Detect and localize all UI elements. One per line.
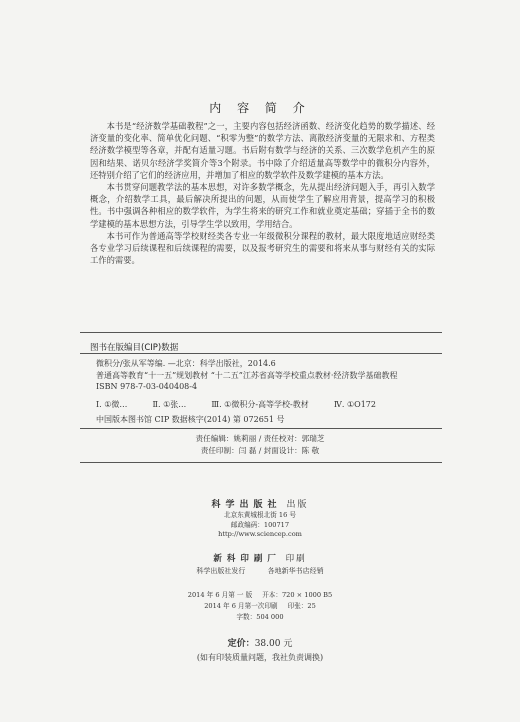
cip-number: 中国版本图书馆 CIP 数据核字(2014) 第 072651 号 <box>96 415 285 424</box>
class-item: Ⅲ. ①微积分-高等学校-教材 <box>211 399 309 409</box>
divider <box>80 428 442 429</box>
credits <box>0 433 520 457</box>
publisher-suffix: 出版 <box>286 500 309 510</box>
divider <box>80 332 442 333</box>
intro-text <box>90 120 435 266</box>
intro-title: 内 容 简 介 <box>209 101 311 115</box>
cip-line: 普通高等教育“十一五”规划教材 “十二五”江苏省高等学校重点教材·经济数学基础教程 <box>96 370 398 380</box>
zip-code: 邮政编码：100717 <box>230 520 290 529</box>
price-label: 定价： <box>227 639 255 649</box>
cip-line: 微积分/张从军等编. —北京：科学出版社，2014.6 <box>96 359 276 368</box>
distributor: 科学出版社发行 <box>196 567 246 575</box>
distribution-line <box>0 566 520 576</box>
divider <box>80 353 442 354</box>
class-item: Ⅱ. ①张… <box>152 399 187 409</box>
classification-row <box>96 399 436 411</box>
word-count: 字数：504 000 <box>236 613 284 621</box>
edition-row <box>0 590 520 601</box>
publisher-line <box>0 497 520 510</box>
edition-info <box>0 590 520 623</box>
intro-paragraph: 本书可作为普通高等学校财经类各专业一年级微积分课程的教材，最大限度地适应财经类各专业学习后续课程和后续课程的需要，以及报考研究生的需要和将来从事与财经有关的实际工作的需要。 <box>90 230 435 266</box>
printer-name: 新科印刷厂 <box>213 554 281 564</box>
printer-line <box>0 552 520 564</box>
credit-line <box>0 433 520 445</box>
class-item: Ⅳ. ①O172 <box>333 399 376 409</box>
price-value: 38.00 元 <box>254 639 293 649</box>
publisher-address <box>0 511 520 540</box>
intro-paragraph: 本书贯穿问题教学法的基本思想，对许多数学概念，先从提出经济问题入手，再引入数学概念，介绍数学工具，最后解决所提出的问题，从而使学生了解应用背景，提高学习的积极性。书中强调各种相应的数学软件，为学生将来的研究工作和就业奠定基础；穿插于全书的数学建模的基本思想方法，引导学生学以致用，学用结合。 <box>90 182 435 229</box>
credit-line <box>0 445 520 457</box>
publisher-name: 科学出版社 <box>211 500 282 510</box>
edition-date: 2014 年 6 月第 一 版 <box>187 591 253 599</box>
printer-suffix: 印刷 <box>285 554 307 564</box>
format: 开本：720 × 1000 B5 <box>262 591 333 599</box>
class-item: Ⅰ. ①微… <box>96 399 128 409</box>
website: http://www.sciencep.com <box>218 530 302 538</box>
intro-paragraph: 本书是“经济数学基础教程”之一，主要内容包括经济函数、经济变化趋势的数学描述、经济变量的变化率、简单优化问题、“积零为整”的数学方法、离散经济变量的无限求和、方程类经济数学模型等各章，并配有适量习题。书后附有数学与经济的关系、三次数学危机产生的原因和结果、诺贝尔经济学奖简介等3个附录。书中除了介绍适量高等数学中的微积分内容外，还特别介绍了它们的经济应用，并增加了相应的数学软件及数学建模的基本方法。 <box>90 121 435 180</box>
editor-credit: 责任编辑：姚莉丽 / 责任校对：郭瑞芝 <box>195 434 325 443</box>
sellers: 各地新华书店经销 <box>267 567 324 575</box>
cip-heading: 图书在版编目(CIP)数据 <box>90 343 179 353</box>
quality-notice: (如有印装质量问题，我社负责调换) <box>196 653 324 662</box>
price-line <box>0 636 520 649</box>
isbn: ISBN 978-7-03-040408-4 <box>96 382 198 391</box>
cip-block <box>96 358 436 426</box>
print-date: 2014 年 6 月第一次印刷 <box>204 602 278 610</box>
address: 北京东黄城根北街 16 号 <box>224 511 296 519</box>
print-credit: 责任印制：闫 磊 / 封面设计：陈 敬 <box>200 446 320 455</box>
sheets: 印张：25 <box>287 602 316 610</box>
divider <box>80 462 442 463</box>
edition-row <box>0 601 520 612</box>
